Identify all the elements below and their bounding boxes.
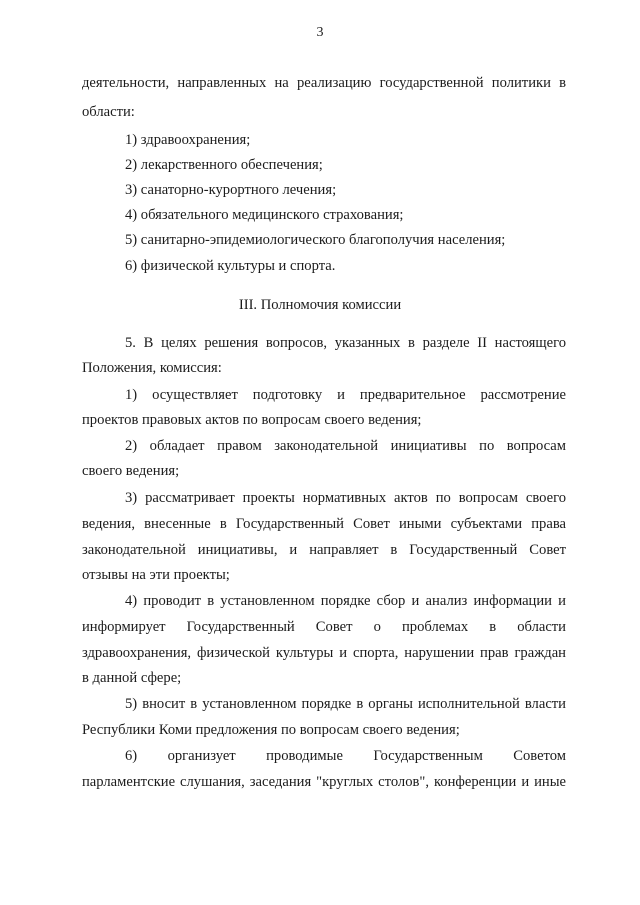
text-line: ведения, внесенные в Государственный Совет иными субъектами права: [82, 516, 566, 532]
text-line: Положения, комиссия:: [82, 360, 222, 376]
text-line: 2) обладает правом законодательной инициативы по вопросам: [125, 438, 566, 454]
text-line: в данной сфере;: [82, 670, 182, 686]
list-item: 4) обязательного медицинского страхования;: [125, 207, 404, 223]
text-line: 4) проводит в установленном порядке сбор и анализ информации и: [125, 593, 566, 609]
text-line: информирует Государственный Совет о проблемах в области: [82, 619, 566, 635]
page-number: 3: [316, 25, 324, 40]
text-line: здравоохранения, физической культуры и спорта, нарушении прав граждан: [82, 645, 566, 661]
text-line: области:: [82, 104, 135, 120]
text-line: 6) организует проводимые Государственным Советом: [125, 748, 566, 764]
list-item: 3) санаторно-курортного лечения;: [125, 182, 337, 198]
text-line: 5. В целях решения вопросов, указанных в разделе II настоящего: [125, 335, 566, 351]
text-line: 5) вносит в установленном порядке в органы исполнительной власти: [125, 696, 566, 712]
text-line: проектов правовых актов по вопросам своего ведения;: [82, 412, 422, 428]
list-item: 6) физической культуры и спорта.: [125, 258, 336, 274]
list-item: 1) здравоохранения;: [125, 132, 251, 148]
text-line: своего ведения;: [82, 463, 180, 479]
list-item: 2) лекарственного обеспечения;: [125, 157, 323, 173]
section-heading: III. Полномочия комиссии: [238, 297, 402, 313]
text-line: законодательной инициативы, и направляет в Государственный Совет: [82, 542, 566, 558]
text-line: Республики Коми предложения по вопросам своего ведения;: [82, 722, 460, 738]
text-line: отзывы на эти проекты;: [82, 567, 230, 583]
list-item: 5) санитарно-эпидемиологического благополучия населения;: [125, 232, 506, 248]
text-line: деятельности, направленных на реализацию государственной политики в: [82, 75, 566, 91]
text-line: 3) рассматривает проекты нормативных актов по вопросам своего: [125, 490, 566, 506]
text-line: парламентские слушания, заседания "круглых столов", конференции и иные: [82, 774, 566, 790]
text-line: 1) осуществляет подготовку и предварительное рассмотрение: [125, 387, 566, 403]
